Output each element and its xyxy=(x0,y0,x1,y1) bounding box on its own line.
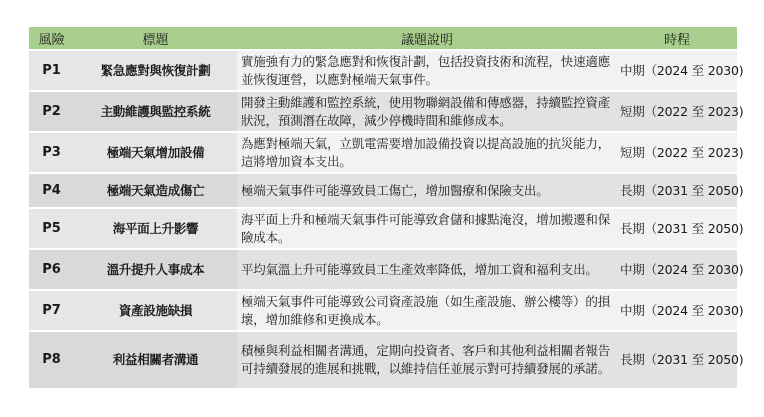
risk-id: P5 xyxy=(29,208,74,249)
risk-timeframe: 中期（2024 至 2030) xyxy=(617,50,737,91)
table-row xyxy=(29,50,737,91)
risk-description: 極端天氣事件可能導致員工傷亡，增加醫療和保險支出。 xyxy=(237,173,617,208)
risk-timeframe: 短期（2022 至 2023) xyxy=(617,132,737,173)
risk-title: 海平面上升影響 xyxy=(74,208,237,249)
table-row xyxy=(29,331,737,389)
risk-title: 極端天氣增加設備 xyxy=(74,132,237,173)
risk-timeframe: 長期（2031 至 2050) xyxy=(617,331,737,389)
risk-id: P8 xyxy=(29,331,74,389)
risk-title: 溫升提升人事成本 xyxy=(74,249,237,290)
header-description: 議題說明 xyxy=(237,27,617,50)
risk-title: 極端天氣造成傷亡 xyxy=(74,173,237,208)
risk-title: 緊急應對與恢復計劃 xyxy=(74,50,237,91)
risk-timeframe: 長期（2031 至 2050) xyxy=(617,173,737,208)
risk-description: 極端天氣事件可能導致公司資產設施（如生產設施、辦公樓等）的損壞，增加維修和更換成本。 xyxy=(237,290,617,331)
risk-description: 為應對極端天氣，立凱電需要增加設備投資以提高設施的抗災能力，這將增加資本支出。 xyxy=(237,132,617,173)
risk-timeframe: 中期（2024 至 2030) xyxy=(617,249,737,290)
table-row xyxy=(29,249,737,290)
header-risk: 風險 xyxy=(29,27,74,50)
risk-timeframe: 中期（2024 至 2030) xyxy=(617,290,737,331)
table-row xyxy=(29,173,737,208)
risk-description: 實施強有力的緊急應對和恢復計劃，包括投資技術和流程，快速適應並恢復運營，以應對極端天氣事件。 xyxy=(237,50,617,91)
risk-id: P1 xyxy=(29,50,74,91)
risk-id: P4 xyxy=(29,173,74,208)
table-row xyxy=(29,132,737,173)
header-title: 標題 xyxy=(74,27,237,50)
risk-title: 利益相關者溝通 xyxy=(74,331,237,389)
table-row xyxy=(29,91,737,132)
risk-description: 平均氣溫上升可能導致員工生產效率降低，增加工資和福利支出。 xyxy=(237,249,617,290)
risk-timeframe: 長期（2031 至 2050) xyxy=(617,208,737,249)
table-header xyxy=(29,27,737,50)
risk-id: P2 xyxy=(29,91,74,132)
risk-id: P6 xyxy=(29,249,74,290)
risk-id: P7 xyxy=(29,290,74,331)
risk-description: 海平面上升和極端天氣事件可能導致倉儲和據點淹沒，增加搬遷和保險成本。 xyxy=(237,208,617,249)
risk-title: 資產設施缺損 xyxy=(74,290,237,331)
risk-timeframe: 短期（2022 至 2023) xyxy=(617,91,737,132)
risk-description: 開發主動維護和監控系統，使用物聯網設備和傳感器，持續監控資產狀況，預測潛在故障，減少停機時間和維修成本。 xyxy=(237,91,617,132)
risk-description: 積極與利益相關者溝通，定期向投資者、客戶和其他利益相關者報告可持續發展的進展和挑戰，以維持信任並展示對可持續發展的承諾。 xyxy=(237,331,617,389)
risk-id: P3 xyxy=(29,132,74,173)
table-row xyxy=(29,290,737,331)
risk-table xyxy=(29,27,744,390)
risk-table-container xyxy=(29,27,744,390)
table-body xyxy=(29,50,744,389)
risk-title: 主動維護與監控系統 xyxy=(74,91,237,132)
header-timeframe: 時程 xyxy=(617,27,737,50)
header-row xyxy=(29,27,737,50)
table-row xyxy=(29,208,737,249)
